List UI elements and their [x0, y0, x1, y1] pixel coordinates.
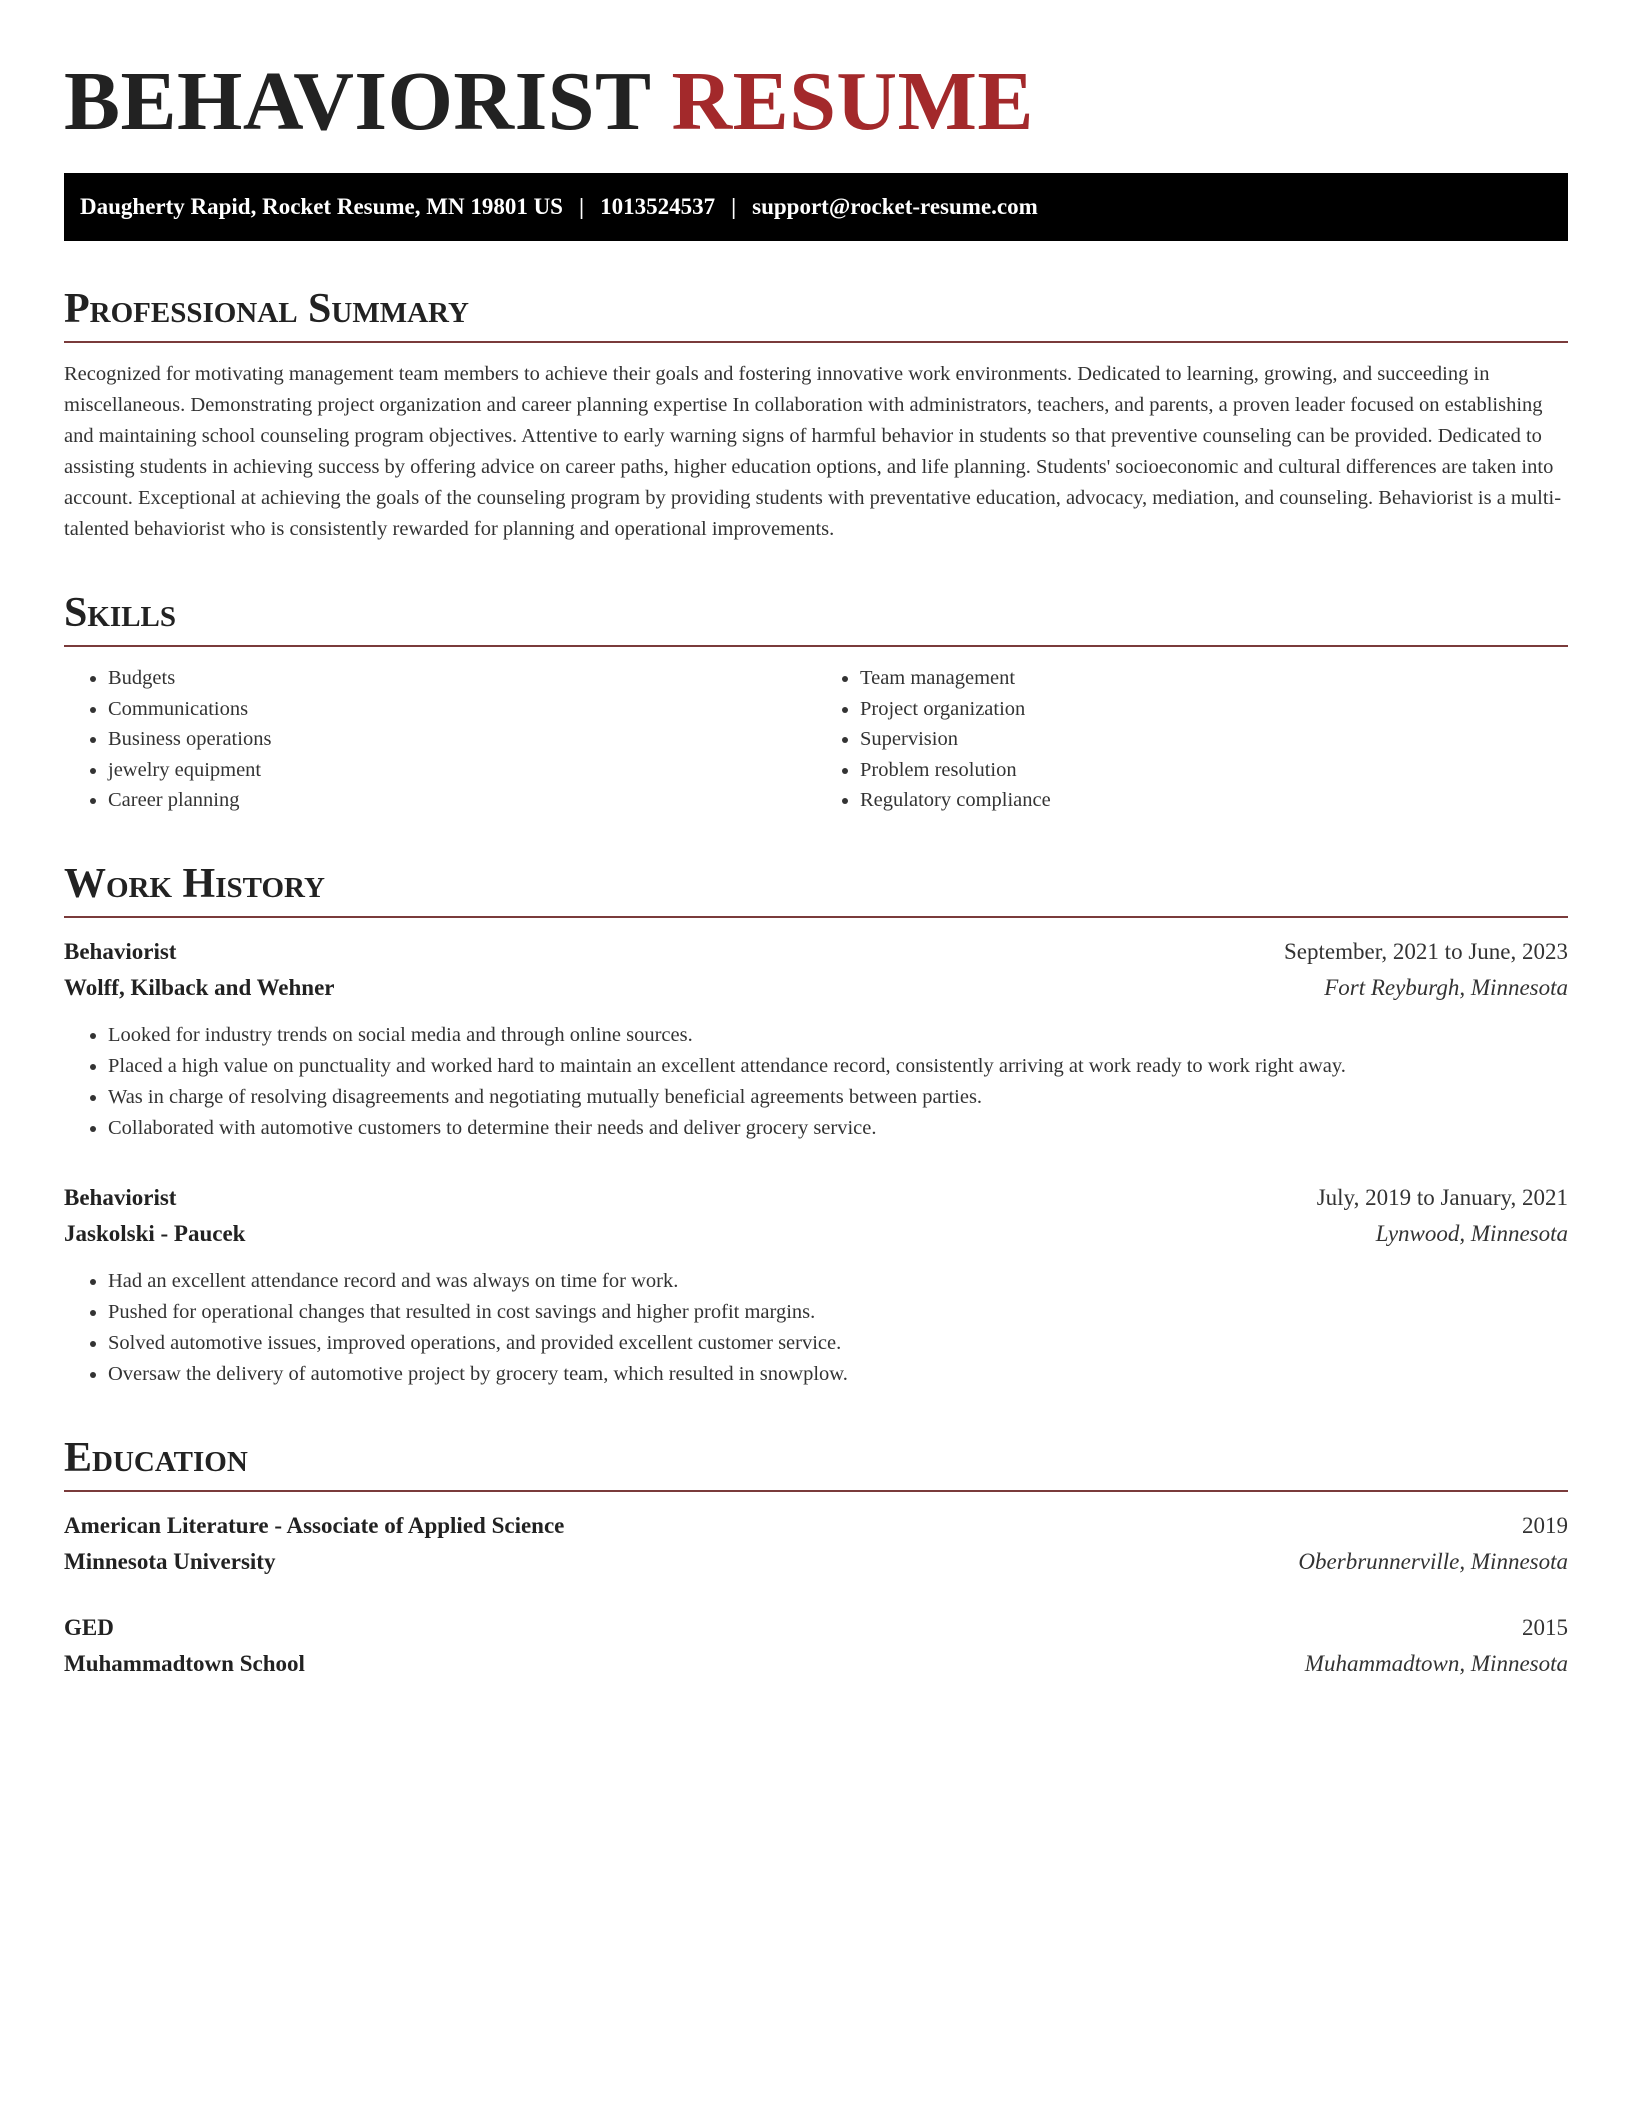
job-entry — [64, 934, 1568, 1144]
skill-item: • Team management — [860, 663, 1568, 694]
education-year: 2015 — [1522, 1615, 1568, 1641]
job-bullet: • Solved automotive issues, improved operations, and provided excellent customer service. — [108, 1328, 1568, 1359]
skill-item: • Regulatory compliance — [860, 785, 1568, 816]
education-degree-row — [64, 1508, 1568, 1544]
skills-heading: Skills — [64, 589, 1568, 647]
summary-section — [64, 285, 1568, 545]
job-location: Fort Reyburgh, Minnesota — [1324, 975, 1568, 1001]
job-bullets — [64, 1020, 1568, 1144]
education-location: Oberbrunnerville, Minnesota — [1298, 1549, 1568, 1575]
contact-email[interactable]: support@rocket-resume.com — [752, 193, 1038, 219]
summary-heading: Professional Summary — [64, 285, 1568, 343]
skill-item: • jewelry equipment — [108, 755, 816, 786]
education-entry — [64, 1508, 1568, 1580]
education-degree-row — [64, 1610, 1568, 1646]
contact-address: Daugherty Rapid, Rocket Resume, MN 19801 US — [80, 193, 563, 219]
skills-columns — [64, 663, 1568, 816]
education-section — [64, 1434, 1568, 1682]
skill-item: • Business operations — [108, 724, 816, 755]
education-year: 2019 — [1522, 1513, 1568, 1539]
education-school-row — [64, 1544, 1568, 1580]
job-entry — [64, 1180, 1568, 1390]
summary-text: Recognized for motivating management team members to achieve their goals and fostering innovative work environments. Dedicated to learning, growing, and succeeding in miscellaneous. Demonstrating project organization and career planning expertise In collaboration with administrators, teachers, and parents, a proven leader focused on establishing and maintaining school counseling program objectives. Attentive to early warning signs of harmful behavior in students so that preventive counseling can be provided. Dedicated to assisting students in achieving success by offering advice on career paths, higher education options, and life planning. Students' socioeconomic and cultural differences are taken into account. Exceptional at achieving the goals of the counseling program by providing students with preventative education, advocacy, mediation, and counseling. Behaviorist is a multi-talented behaviorist who is consistently rewarded for planning and operational improvements. — [64, 363, 1562, 541]
education-degree: American Literature - Associate of Applied Science — [64, 1513, 565, 1539]
skills-section — [64, 589, 1568, 816]
job-bullet: • Pushed for operational changes that resulted in cost savings and higher profit margins. — [108, 1297, 1568, 1328]
job-bullet: • Was in charge of resolving disagreements and negotiating mutually beneficial agreements between parties. — [108, 1082, 1568, 1113]
job-bullet: • Had an excellent attendance record and was always on time for work. — [108, 1266, 1568, 1297]
skills-list-left — [64, 663, 816, 816]
job-header-row — [64, 1180, 1568, 1216]
contact-phone: 1013524537 — [600, 193, 716, 219]
contact-separator: | — [731, 193, 737, 219]
skill-item: • Communications — [108, 694, 816, 725]
job-title: Behaviorist — [64, 939, 177, 965]
skill-item: • Supervision — [860, 724, 1568, 755]
skill-item: • Career planning — [108, 785, 816, 816]
skills-list-right — [816, 663, 1568, 816]
job-location: Lynwood, Minnesota — [1375, 1221, 1568, 1247]
job-bullet: • Placed a high value on punctuality and worked hard to maintain an excellent attendance record, consistently arriving at work ready to work right away. — [108, 1051, 1568, 1082]
work-history-section — [64, 860, 1568, 1390]
job-company-row — [64, 1216, 1568, 1252]
skill-item: • Project organization — [860, 694, 1568, 725]
education-entry — [64, 1610, 1568, 1682]
job-company: Jaskolski - Paucek — [64, 1221, 246, 1247]
education-school: Minnesota University — [64, 1549, 276, 1575]
contact-separator: | — [578, 193, 585, 219]
job-company: Wolff, Kilback and Wehner — [64, 975, 335, 1001]
resume-title — [64, 52, 1568, 153]
work-history-heading: Work History — [64, 860, 1568, 918]
contact-bar — [64, 173, 1568, 241]
job-company-row — [64, 970, 1568, 1006]
education-location: Muhammadtown, Minnesota — [1304, 1651, 1568, 1677]
job-bullet: • Collaborated with automotive customers to determine their needs and deliver grocery service. — [108, 1113, 1568, 1144]
education-school-row — [64, 1646, 1568, 1682]
job-header-row — [64, 934, 1568, 970]
job-dates: July, 2019 to January, 2021 — [1316, 1185, 1568, 1211]
education-degree: GED — [64, 1615, 114, 1641]
title-accent: RESUME — [671, 55, 1034, 148]
title-main: BEHAVIORIST — [64, 55, 650, 148]
skill-item: • Budgets — [108, 663, 816, 694]
education-heading: Education — [64, 1434, 1568, 1492]
skill-item: • Problem resolution — [860, 755, 1568, 786]
education-school: Muhammadtown School — [64, 1651, 305, 1677]
job-bullets — [64, 1266, 1568, 1390]
job-title: Behaviorist — [64, 1185, 177, 1211]
job-dates: September, 2021 to June, 2023 — [1284, 939, 1568, 965]
job-bullet: • Looked for industry trends on social media and through online sources. — [108, 1020, 1568, 1051]
job-bullet: • Oversaw the delivery of automotive project by grocery team, which resulted in snowplow. — [108, 1359, 1568, 1390]
